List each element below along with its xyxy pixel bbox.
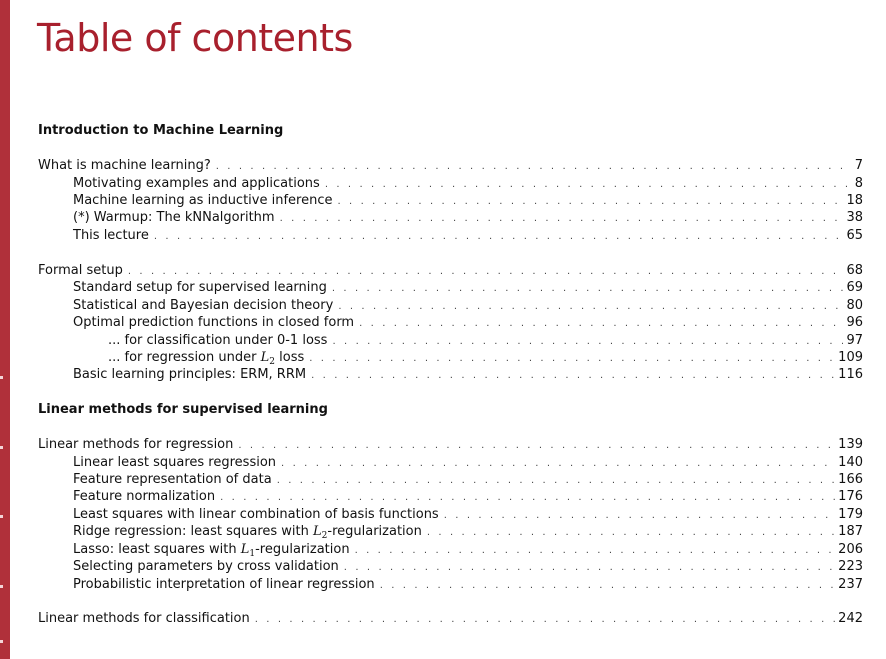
toc-entry-label: Feature normalization bbox=[73, 489, 216, 504]
label-text: loss bbox=[279, 350, 305, 365]
label-text: Ridge regression: least squares with bbox=[73, 524, 309, 539]
toc-entry-page: 139 bbox=[838, 437, 863, 452]
toc-section-entry[interactable] bbox=[38, 610, 863, 627]
toc-entry-label: This lecture bbox=[73, 228, 149, 243]
toc-entry-label: Probabilistic interpretation of linear regression bbox=[73, 577, 375, 592]
toc-entry-label: Selecting parameters by cross validation bbox=[73, 559, 339, 574]
label-text: -regularization bbox=[255, 542, 350, 557]
toc-entry-page: 18 bbox=[846, 193, 863, 208]
toc-entry-label: What is machine learning? bbox=[38, 158, 211, 173]
toc-entry-page: 97 bbox=[846, 333, 863, 348]
math-variable: L bbox=[260, 350, 270, 365]
dot-leader bbox=[280, 210, 844, 227]
dot-leader bbox=[309, 350, 835, 367]
toc-entry-label: Linear least squares regression bbox=[73, 455, 277, 470]
toc-subsection-entry[interactable] bbox=[73, 192, 863, 209]
dot-leader bbox=[337, 193, 843, 210]
toc-subsection-entry[interactable] bbox=[73, 297, 863, 314]
toc-subsection-entry[interactable] bbox=[73, 279, 863, 296]
toc-subsection-entry[interactable] bbox=[73, 506, 863, 523]
label-text: ... for regression under bbox=[108, 350, 257, 365]
toc-entry-label bbox=[73, 541, 355, 558]
toc-subsection-entry[interactable] bbox=[73, 227, 863, 244]
toc-subsubsection-entry[interactable] bbox=[108, 332, 863, 349]
toc-subsection-entry[interactable] bbox=[73, 523, 863, 540]
toc-entry-label: ... for classification under 0-1 loss bbox=[108, 333, 328, 348]
dot-leader bbox=[444, 507, 835, 524]
math-symbol bbox=[241, 542, 255, 557]
dot-leader bbox=[220, 489, 835, 506]
toc-section-entry[interactable] bbox=[38, 436, 863, 453]
toc-subsection-entry[interactable] bbox=[73, 175, 863, 192]
math-subscript: 2 bbox=[269, 357, 275, 367]
dot-leader bbox=[359, 315, 843, 332]
toc-subsection-entry[interactable] bbox=[73, 471, 863, 488]
toc-entry-page: 179 bbox=[838, 507, 863, 522]
label-text: -regularization bbox=[327, 524, 422, 539]
toc-part-heading: Linear methods for supervised learning bbox=[38, 402, 328, 417]
toc-subsection-entry[interactable] bbox=[73, 488, 863, 505]
toc-subsection-entry[interactable] bbox=[73, 541, 863, 558]
dot-leader bbox=[281, 455, 835, 472]
toc-entry-label: Optimal prediction functions in closed form bbox=[73, 315, 355, 330]
toc-section-entry[interactable] bbox=[38, 157, 863, 174]
dot-leader bbox=[332, 333, 843, 350]
toc-entry-page: 109 bbox=[838, 350, 863, 365]
toc-entry-page: 96 bbox=[846, 315, 863, 330]
dot-leader bbox=[380, 577, 835, 594]
toc-entry-page: 68 bbox=[846, 263, 863, 278]
toc-entry-label: Motivating examples and applications bbox=[73, 176, 320, 191]
dot-leader bbox=[355, 542, 836, 559]
toc-entry-label: Basic learning principles: ERM, RRM bbox=[73, 367, 307, 382]
toc-entry-label: Linear methods for regression bbox=[38, 437, 234, 452]
toc-entry-page: 237 bbox=[838, 577, 863, 592]
math-symbol bbox=[261, 350, 275, 365]
dot-leader bbox=[332, 280, 844, 297]
toc-entry-page: 206 bbox=[838, 542, 863, 557]
dot-leader bbox=[325, 176, 852, 193]
math-subscript: 2 bbox=[321, 531, 328, 541]
math-variable: L bbox=[313, 524, 322, 539]
dot-leader bbox=[255, 611, 835, 628]
dot-leader bbox=[344, 559, 835, 576]
dot-leader bbox=[338, 298, 843, 315]
toc-entry-page: 223 bbox=[838, 559, 863, 574]
toc-entry-page: 80 bbox=[846, 298, 863, 313]
toc-subsubsection-entry[interactable] bbox=[108, 349, 863, 366]
toc-subsection-entry[interactable] bbox=[73, 558, 863, 575]
dot-leader bbox=[311, 367, 835, 384]
toc-subsection-entry[interactable] bbox=[73, 314, 863, 331]
dot-leader bbox=[427, 524, 835, 541]
toc-entry-label bbox=[73, 523, 427, 540]
toc-entry-page: 242 bbox=[838, 611, 863, 626]
dot-leader bbox=[238, 437, 835, 454]
toc-entry-page: 166 bbox=[838, 472, 863, 487]
math-subscript: 1 bbox=[249, 549, 256, 559]
toc-entry-page: 7 bbox=[854, 158, 863, 173]
toc-subsection-entry[interactable] bbox=[73, 454, 863, 471]
toc-entry-page: 65 bbox=[846, 228, 863, 243]
toc-subsection-entry[interactable] bbox=[73, 576, 863, 593]
toc-entry-page: 69 bbox=[846, 280, 863, 295]
toc-entry-page: 140 bbox=[838, 455, 863, 470]
toc-entry-label: Formal setup bbox=[38, 263, 123, 278]
math-variable: L bbox=[240, 542, 250, 557]
toc-subsection-entry[interactable] bbox=[73, 366, 863, 383]
dot-leader bbox=[216, 158, 852, 175]
toc-entry-label: Standard setup for supervised learning bbox=[73, 280, 327, 295]
toc-entry-label: Linear methods for classification bbox=[38, 611, 250, 626]
toc-entry-page: 116 bbox=[838, 367, 863, 382]
page-title: Table of contents bbox=[37, 16, 353, 60]
dot-leader bbox=[277, 472, 835, 489]
toc-entry-page: 187 bbox=[838, 524, 863, 539]
toc-entry-label: Machine learning as inductive inference bbox=[73, 193, 333, 208]
toc-entry-page: 8 bbox=[854, 176, 863, 191]
toc-entry-label: Least squares with linear combination of basis functions bbox=[73, 507, 439, 522]
math-symbol bbox=[313, 524, 327, 539]
toc-entry-page: 38 bbox=[846, 210, 863, 225]
toc-part-heading: Introduction to Machine Learning bbox=[38, 123, 284, 138]
toc-entry-label: Feature representation of data bbox=[73, 472, 272, 487]
dot-leader bbox=[128, 263, 844, 280]
toc-section-entry[interactable] bbox=[38, 262, 863, 279]
label-text: Lasso: least squares with bbox=[73, 542, 237, 557]
toc-entry-label bbox=[108, 349, 309, 366]
dot-leader bbox=[154, 228, 844, 245]
toc-subsection-entry[interactable] bbox=[73, 209, 863, 226]
toc-entry-label: Statistical and Bayesian decision theory bbox=[73, 298, 334, 313]
toc-entry-page: 176 bbox=[838, 489, 863, 504]
toc-entry-label: (*) Warmup: The kNNalgorithm bbox=[73, 210, 275, 225]
